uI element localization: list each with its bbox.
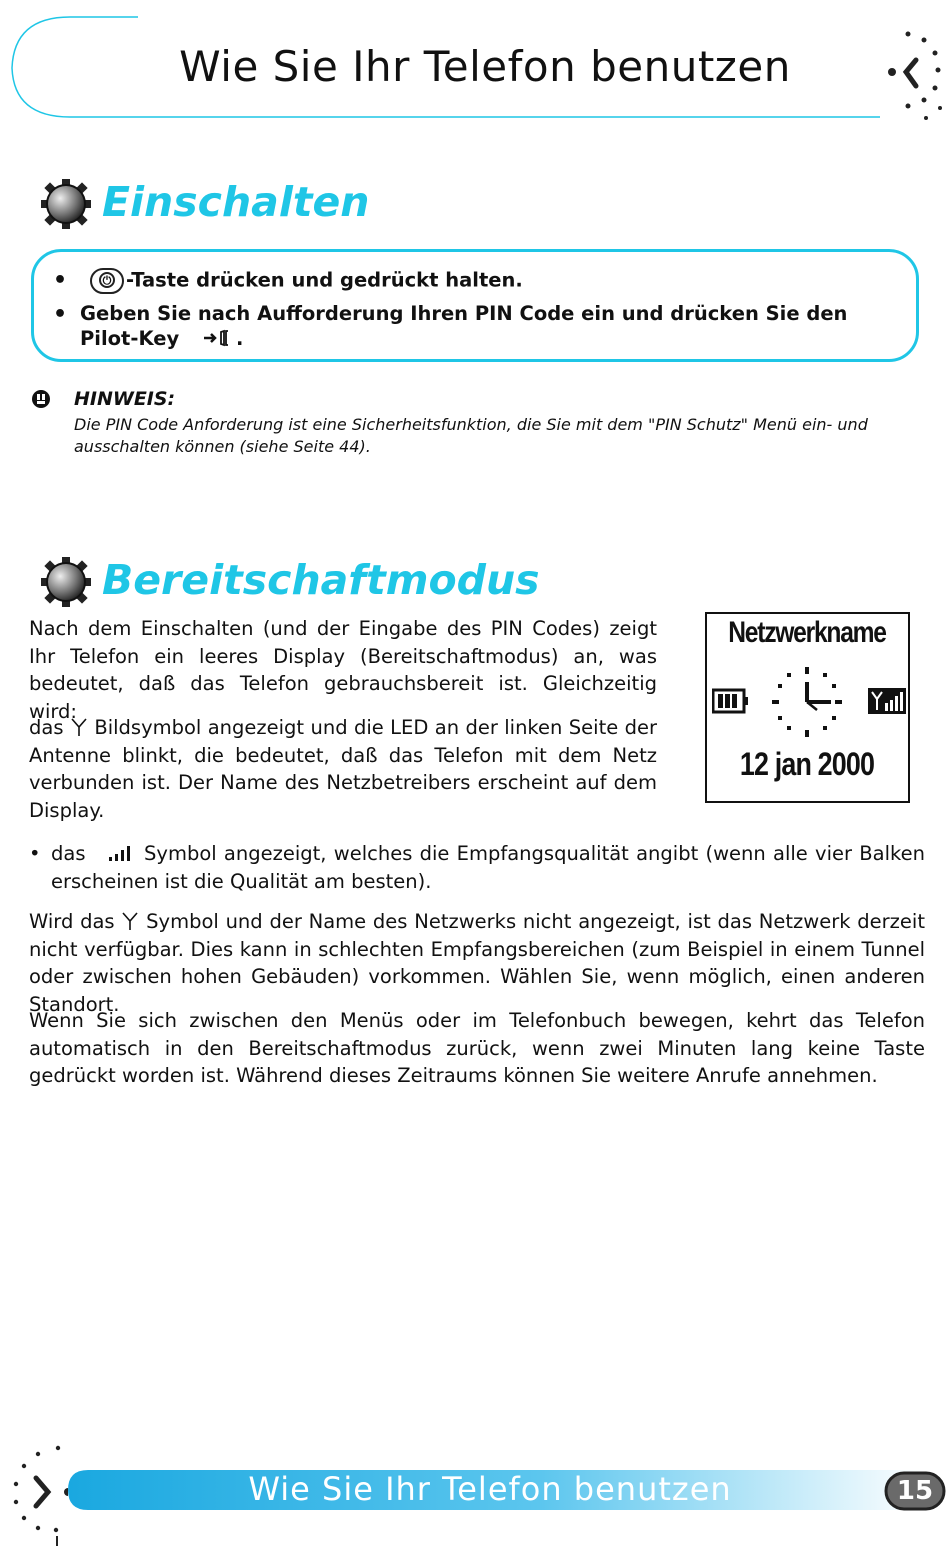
paragraph-antenna: das Bildsymbol angezeigt und die LED an der linken Seite der Antenne blinkt, die bedeutet, daß das Telefon mit dem Netz verbunden ist. Der Name des Netzbetreibers erscheint auf dem Display.	[29, 716, 658, 822]
note-text: Die PIN Code Anforderung ist eine Sicherheitsfunktion, die Sie mit dem "PIN Schutz" Menü ein- und ausschalten können (siehe Seite 44).	[74, 415, 868, 456]
bullet-mark: •	[53, 268, 68, 293]
instruction-pin-line2: Pilot-Key .	[80, 327, 244, 350]
bullet-mark: •	[29, 842, 41, 865]
antenna-icon	[121, 911, 139, 931]
instruction-pin-line1: Geben Sie nach Aufforderung Ihren PIN Code ein und drücken Sie den	[80, 302, 848, 325]
clock-icon	[769, 664, 845, 740]
footer-ornament-icon	[8, 1440, 68, 1548]
paragraph-standby-return: Wenn Sie sich zwischen den Menüs oder im Telefonbuch bewegen, kehrt das Telefon automatisch in den Bereitschaftmodus zurück, wenn zwei Minuten lang keine Taste gedrückt worden ist. Während dieses Zeitraums können Sie weitere Anrufe annehmen.	[29, 1009, 925, 1087]
gear-icon	[40, 556, 92, 608]
hand-note-icon	[31, 389, 51, 409]
note-title: HINWEIS:	[74, 388, 176, 410]
footer-title: Wie Sie Ihr Telefon benutzen	[248, 1470, 732, 1508]
section-heading-einschalten: Einschalten	[102, 178, 370, 226]
signal-strength-icon	[868, 688, 906, 714]
page-number: 15	[896, 1476, 934, 1506]
paragraph-intro: Nach dem Einschalten (und der Eingabe des PIN Codes) zeigt Ihr Telefon ein leeres Display (Bereitschaftmodus) an, was bedeutet, daß das Telefon gebrauchsbereit ist. Gleichzeitig wird:	[29, 617, 657, 723]
pilot-key-icon	[202, 328, 236, 348]
battery-icon	[712, 688, 750, 714]
signal-bars-icon	[107, 845, 131, 863]
paragraph-signal-bullet: das Symbol angezeigt, welches die Empfangsqualität angibt (wenn alle vier Balken erscheinen ist die Qualität am besten).	[51, 842, 925, 893]
display-date: 12 jan 2000	[739, 746, 875, 782]
section-heading-bereitschaftmodus: Bereitschaftmodus	[102, 556, 540, 604]
display-network-name: Netzwerkname	[728, 616, 886, 649]
instruction-power-key: ⏻ -Taste drücken und gedrückt halten.	[90, 268, 523, 294]
antenna-icon	[70, 717, 88, 737]
phone-display	[705, 612, 910, 803]
header-ornament-icon	[880, 28, 950, 123]
gear-icon	[40, 178, 92, 230]
paragraph-network-unavailable: Wird das Symbol und der Name des Netzwerks nicht angezeigt, ist das Netzwerk derzeit nicht verfügbar. Dies kann in schlechten Empfangsbereichen (zum Beispiel in einem Tunnel oder zwischen hohen Gebäuden) vorkommen. Wählen Sie, wenn möglich, einen anderen Standort.	[29, 910, 925, 1016]
power-key-icon: ⏻	[90, 268, 124, 294]
page-header-title: Wie Sie Ihr Telefon benutzen	[179, 42, 791, 91]
bullet-mark: •	[53, 302, 68, 327]
